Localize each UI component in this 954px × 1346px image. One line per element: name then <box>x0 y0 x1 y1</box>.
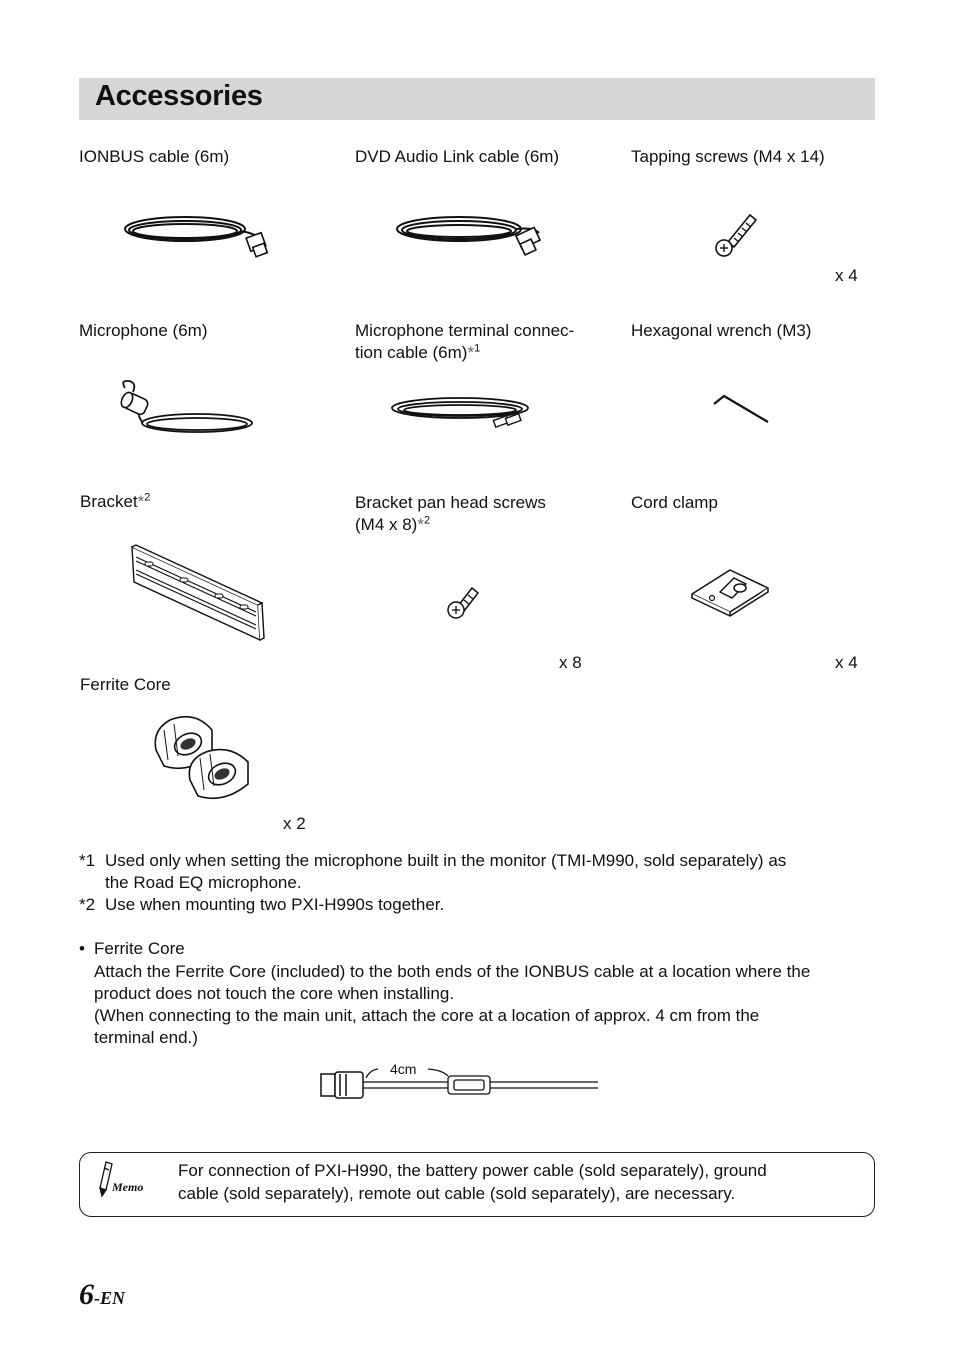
item-label-bracket <box>80 491 150 513</box>
ferrite-heading: Ferrite Core <box>94 939 185 958</box>
item-label-pan-head-screws-line2 <box>355 514 430 536</box>
pan-head-screws-label-text: (M4 x 8) <box>355 515 418 534</box>
memo-line-2: cable (sold separately), remote out cable (sold separately), are necessary. <box>178 1184 736 1203</box>
hex-wrench-illustration <box>710 390 775 430</box>
item-label-microphone: Microphone (6m) <box>79 321 208 340</box>
tapping-screw-illustration <box>712 210 762 260</box>
cord-clamp-illustration <box>690 566 770 616</box>
microphone-terminal-cable-illustration <box>390 390 535 435</box>
item-label-mic-terminal-cable-line1: Microphone terminal connec- <box>355 321 575 340</box>
item-label-cord-clamp: Cord clamp <box>631 493 718 512</box>
item-label-ionbus-cable: IONBUS cable (6m) <box>79 147 230 166</box>
diagram-distance-label: 4cm <box>390 1061 417 1077</box>
ferrite-line-2: product does not touch the core when installing. <box>94 984 455 1003</box>
page-number-digit: 6 <box>79 1278 94 1311</box>
memo-label: Memo <box>112 1180 144 1194</box>
pan-head-screw-illustration <box>444 582 482 620</box>
item-label-hex-wrench: Hexagonal wrench (M3) <box>631 321 812 340</box>
footnote-star: * <box>417 515 424 534</box>
footnote-2-line1: Use when mounting two PXI-H990s together. <box>105 895 445 914</box>
item-label-ferrite-core: Ferrite Core <box>80 675 171 694</box>
item-label-dvd-audio-link-cable: DVD Audio Link cable (6m) <box>355 147 560 166</box>
ferrite-position-diagram <box>318 1060 603 1105</box>
ferrite-line-1: Attach the Ferrite Core (included) to the both ends of the IONBUS cable at a location where the <box>94 962 811 981</box>
footnote-ref-2: 2 <box>423 514 431 527</box>
footnote-1-line1: Used only when setting the microphone built in the monitor (TMI-M990, sold separately) as <box>105 851 787 870</box>
footnote-1-mark: *1 <box>79 851 96 870</box>
ionbus-cable-illustration <box>120 205 280 265</box>
page-number <box>79 1278 125 1312</box>
ferrite-core-illustration <box>150 710 255 810</box>
mic-terminal-cable-label-text: tion cable (6m) <box>355 343 468 362</box>
qty-cord-clamp: x 4 <box>835 653 858 672</box>
footnote-star: * <box>467 343 475 362</box>
item-label-pan-head-screws-line1: Bracket pan head screws <box>355 493 546 512</box>
memo-line-1: For connection of PXI-H990, the battery power cable (sold separately), ground <box>178 1161 767 1180</box>
footnote-star: * <box>137 492 145 511</box>
qty-ferrite-core: x 2 <box>283 814 306 833</box>
page-number-suffix: -EN <box>94 1288 125 1308</box>
item-label-tapping-screws: Tapping screws (M4 x 14) <box>631 147 825 166</box>
bracket-illustration <box>130 545 265 642</box>
microphone-illustration <box>115 378 260 440</box>
page-title: Accessories <box>95 80 263 112</box>
ferrite-line-4: terminal end.) <box>94 1028 198 1047</box>
bullet: • <box>79 939 85 958</box>
footnote-2-mark: *2 <box>79 895 96 914</box>
footnote-ref-2: 2 <box>144 491 151 504</box>
ferrite-line-3: (When connecting to the main unit, attach the core at a location of approx. 4 cm from the <box>94 1006 760 1025</box>
qty-pan-head-screws: x 8 <box>559 653 582 672</box>
footnote-1-line2: the Road EQ microphone. <box>105 873 302 892</box>
dvd-audio-link-cable-illustration <box>394 205 554 265</box>
bracket-label-text: Bracket <box>80 492 138 511</box>
qty-tapping-screws: x 4 <box>835 266 858 285</box>
item-label-mic-terminal-cable-line2 <box>355 342 480 364</box>
footnote-ref-1: 1 <box>474 342 481 355</box>
